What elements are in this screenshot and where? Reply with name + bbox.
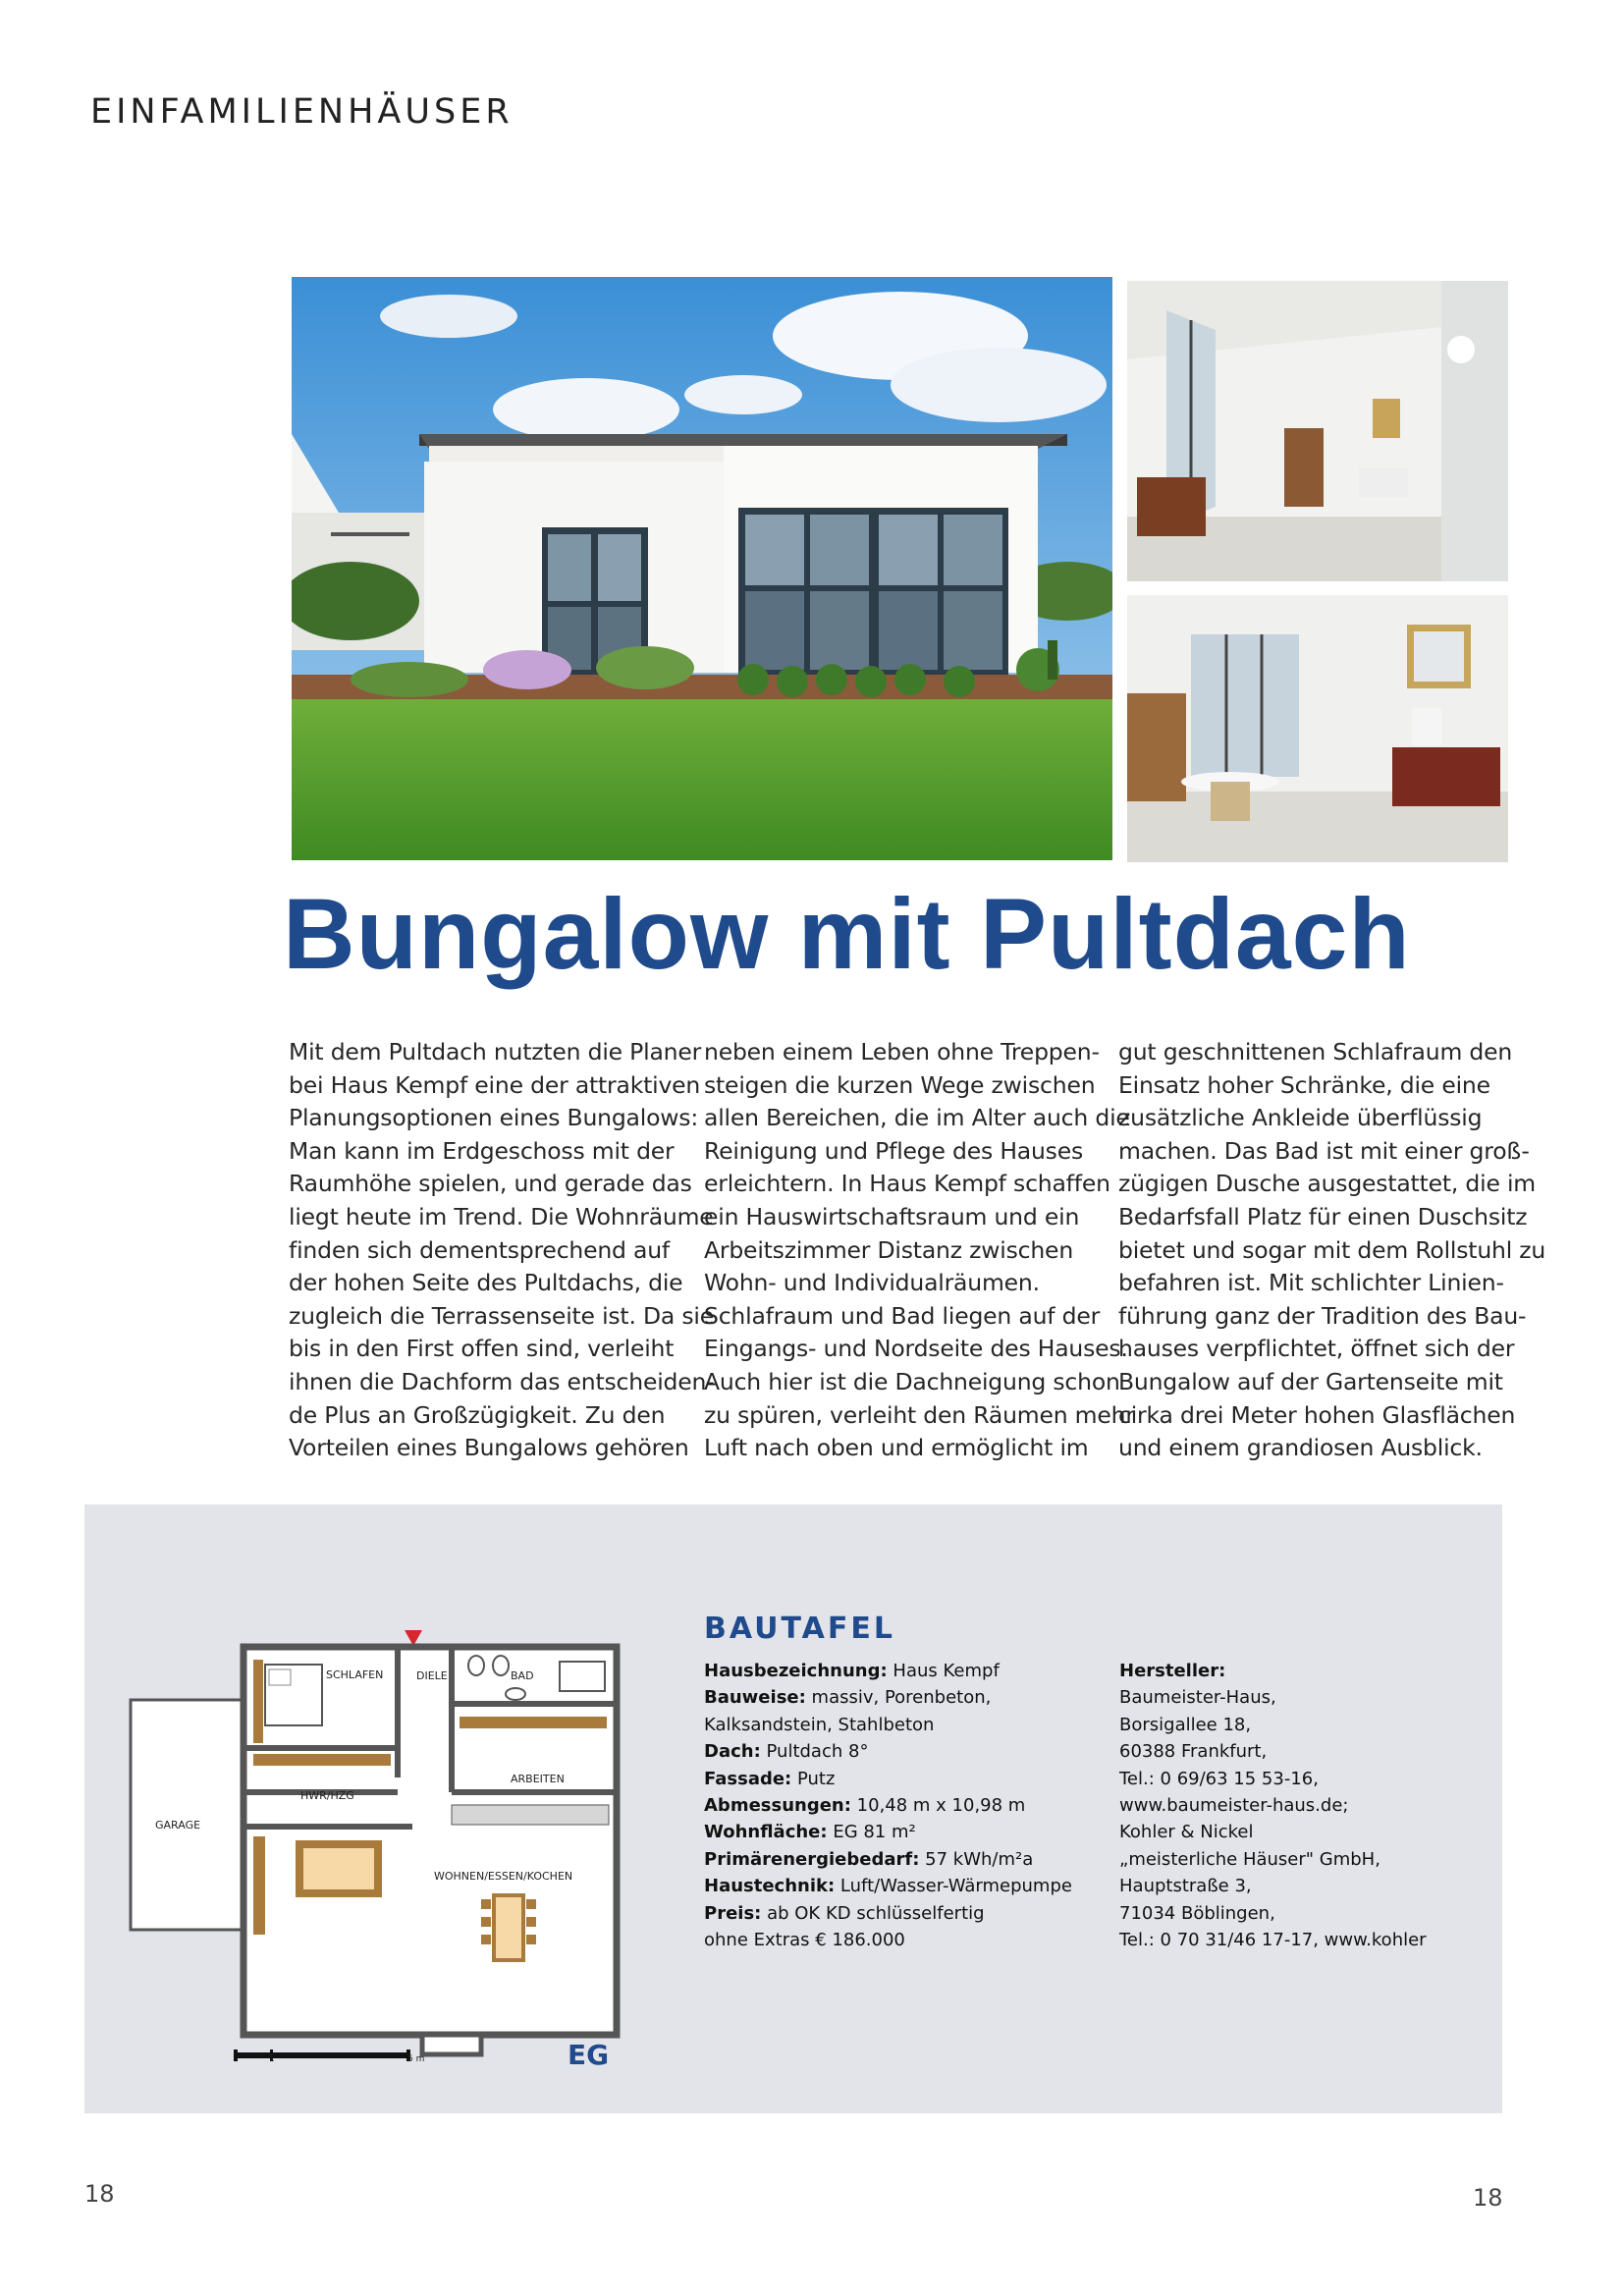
interior-illustration-bottom (1127, 595, 1508, 862)
interior-dining-room-photo (1127, 595, 1508, 862)
scale-bar (234, 2052, 410, 2058)
exterior-illustration (292, 277, 1112, 860)
spec-label: Hausbezeichnung: (704, 1661, 888, 1681)
spec-row (1119, 1658, 1427, 1684)
body-line: cirka drei Meter hohen Glasflächen (1118, 1400, 1516, 1429)
spec-row (1119, 1712, 1427, 1738)
body-line: Vorteilen eines Bungalows gehören (289, 1434, 689, 1462)
garage-outline (131, 1700, 243, 1930)
room-label-arbeiten: ARBEITEN (511, 1773, 565, 1785)
body-line: Reinigung und Pflege des Hauses (704, 1136, 1084, 1165)
body-line: ihnen die Dachform das entscheiden- (289, 1367, 715, 1395)
body-line: bis in den First offen sind, verleiht (289, 1335, 675, 1363)
kitchen-counter (299, 1844, 378, 1893)
spec-value: Borsigallee 18, (1119, 1714, 1252, 1735)
body-line: Einsatz hoher Schränke, die eine (1118, 1070, 1490, 1099)
scale-label-5m: 5 m (407, 2054, 425, 2064)
body-line: Bedarfsfall Platz für einen Duschsitz (1118, 1202, 1528, 1230)
body-line: Schlafraum und Bad liegen auf der (704, 1301, 1101, 1330)
spec-value: 57 kWh/m²a (919, 1848, 1034, 1870)
body-line: Eingangs- und Nordseite des Hauses. (704, 1335, 1128, 1363)
spec-row (1119, 1900, 1427, 1927)
body-line: Bungalow auf der Gartenseite mit (1118, 1367, 1503, 1395)
spec-row (704, 1900, 1072, 1927)
spec-label: Primärenergiebedarf: (704, 1848, 920, 1870)
body-column-2 (704, 1036, 1135, 1465)
spec-value: Haus Kempf (887, 1661, 1000, 1681)
spec-value: Kohler & Nickel (1119, 1822, 1254, 1843)
spec-row (704, 1712, 1072, 1738)
body-line: hauses verpflichtet, öffnet sich der (1118, 1335, 1515, 1363)
floor-level-label: EG (568, 2039, 610, 2071)
spec-row (704, 1684, 1072, 1711)
body-line: der hohen Seite des Pultdachs, die (289, 1269, 683, 1297)
spec-value: Tel.: 0 70 31/46 17-17, www.kohler (1119, 1930, 1427, 1951)
body-line: allen Bereichen, die im Alter auch die (704, 1104, 1130, 1132)
spec-value: EG 81 m² (827, 1822, 916, 1843)
desk (460, 1717, 607, 1728)
body-line: zu spüren, verleiht den Räumen mehr (704, 1400, 1135, 1429)
spec-row (704, 1819, 1072, 1845)
body-line: machen. Das Bad ist mit einer groß- (1118, 1136, 1530, 1165)
spec-row (1119, 1684, 1427, 1711)
spec-label: Preis: (704, 1902, 762, 1924)
spec-value: 60388 Frankfurt, (1119, 1741, 1268, 1763)
body-line: Mit dem Pultdach nutzten die Planer (289, 1038, 702, 1066)
room-label-hwr: HWR/HZG (300, 1789, 354, 1802)
body-column-3 (1118, 1036, 1546, 1465)
spec-value: ab OK KD schlüsselfertig (761, 1902, 985, 1924)
room-label-schlafen: SCHLAFEN (326, 1668, 384, 1681)
spec-row (704, 1873, 1072, 1899)
spec-row (704, 1658, 1072, 1684)
body-line: neben einem Leben ohne Treppen- (704, 1038, 1100, 1066)
room-label-garage: GARAGE (155, 1819, 201, 1831)
spec-row (1119, 1873, 1427, 1899)
page-number-left: 18 (84, 2180, 115, 2208)
spec-value: Kalksandstein, Stahlbeton (704, 1714, 935, 1735)
room-label-bad: BAD (511, 1669, 534, 1682)
page-number-right: 18 (1473, 2184, 1503, 2212)
spec-row (1119, 1819, 1427, 1845)
interior-living-room-photo (1127, 281, 1508, 581)
body-line: Raumhöhe spielen, und gerade das (289, 1170, 692, 1198)
body-line: befahren ist. Mit schlichter Linien- (1118, 1269, 1504, 1297)
floor-plan (128, 1611, 628, 2072)
spec-label: Wohnfläche: (704, 1822, 828, 1843)
interior-illustration-top (1127, 281, 1508, 581)
spec-value: massiv, Porenbeton, (805, 1687, 992, 1709)
bautafel-title: BAUTAFEL (704, 1612, 895, 1646)
storage-shelf (253, 1754, 391, 1766)
spec-row (704, 1927, 1072, 1953)
body-line: Planungsoptionen eines Bungalows: (289, 1104, 699, 1132)
spec-value: Pultdach 8° (760, 1741, 869, 1763)
spec-label: Hersteller: (1119, 1661, 1226, 1681)
section-label: EINFAMILIENHÄUSER (90, 92, 514, 132)
wardrobe (253, 1660, 263, 1743)
room-label-wohnen: WOHNEN/ESSEN/KOCHEN (434, 1870, 573, 1883)
spec-row (1119, 1766, 1427, 1792)
body-column-1 (289, 1036, 715, 1465)
body-line: Man kann im Erdgeschoss mit der (289, 1136, 675, 1165)
scale-label-1: 1 (269, 2054, 275, 2064)
spec-value: 71034 Böblingen, (1119, 1902, 1275, 1924)
spec-value: www.baumeister-haus.de; (1119, 1795, 1349, 1817)
body-line: Auch hier ist die Dachneigung schon (704, 1367, 1120, 1395)
spec-row (1119, 1927, 1427, 1953)
body-line: bei Haus Kempf eine der attraktiven (289, 1070, 701, 1099)
spec-row (1119, 1738, 1427, 1765)
body-line: finden sich dementsprechend auf (289, 1235, 671, 1264)
body-line: steigen die kurzen Wege zwischen (704, 1070, 1096, 1099)
spec-row (1119, 1792, 1427, 1819)
spec-row (704, 1792, 1072, 1819)
body-line: Arbeitszimmer Distanz zwischen (704, 1235, 1074, 1264)
shower (560, 1662, 605, 1691)
kitchen-unit (452, 1805, 609, 1825)
spec-label: Haustechnik: (704, 1876, 836, 1897)
spec-value: Hauptstraße 3, (1119, 1876, 1252, 1897)
body-line: liegt heute im Trend. Die Wohnräume (289, 1202, 714, 1230)
hersteller-info (1119, 1658, 1427, 1953)
spec-value: Putz (791, 1768, 836, 1789)
headline: Bungalow mit Pultdach (283, 878, 1411, 990)
body-line: zugleich die Terrassenseite ist. Da sie (289, 1301, 714, 1330)
body-line: de Plus an Großzügigkeit. Zu den (289, 1400, 666, 1429)
dining-table (494, 1895, 523, 1960)
body-line: gut geschnittenen Schlafraum den (1118, 1038, 1513, 1066)
body-line: ein Hauswirtschaftsraum und ein (704, 1202, 1080, 1230)
body-line: Wohn- und Individualräumen. (704, 1269, 1040, 1297)
body-line: bietet und sogar mit dem Rollstuhl zu (1118, 1235, 1546, 1264)
spec-value: Tel.: 0 69/63 15 53-16, (1119, 1768, 1319, 1789)
spec-row (1119, 1846, 1427, 1873)
spec-value: „meisterliche Häuser" GmbH, (1119, 1848, 1380, 1870)
spec-row (704, 1846, 1072, 1873)
spec-label: Dach: (704, 1741, 761, 1763)
spec-row (704, 1766, 1072, 1792)
spec-label: Bauweise: (704, 1687, 806, 1709)
living-cabinet (253, 1836, 265, 1935)
body-line: erleichtern. In Haus Kempf schaffen (704, 1170, 1110, 1198)
spec-value: Luft/Wasser-Wärmepumpe (835, 1876, 1072, 1897)
room-label-diele: DIELE (416, 1669, 448, 1682)
body-line: führung ganz der Tradition des Bau- (1118, 1301, 1527, 1330)
spec-value: ohne Extras € 186.000 (704, 1930, 905, 1951)
body-line: zusätzliche Ankleide überflüssig (1118, 1104, 1483, 1132)
spec-label: Fassade: (704, 1768, 792, 1789)
spec-value: Baumeister-Haus, (1119, 1687, 1276, 1709)
bautafel-specs (704, 1658, 1072, 1953)
exterior-bungalow-photo (292, 277, 1112, 860)
spec-row (704, 1738, 1072, 1765)
spec-value: 10,48 m x 10,98 m (850, 1795, 1026, 1817)
body-line: Luft nach oben und ermöglicht im (704, 1434, 1089, 1462)
spec-label: Abmessungen: (704, 1795, 851, 1817)
body-line: zügigen Dusche ausgestattet, die im (1118, 1170, 1536, 1198)
body-line: und einem grandiosen Ausblick. (1118, 1434, 1483, 1462)
